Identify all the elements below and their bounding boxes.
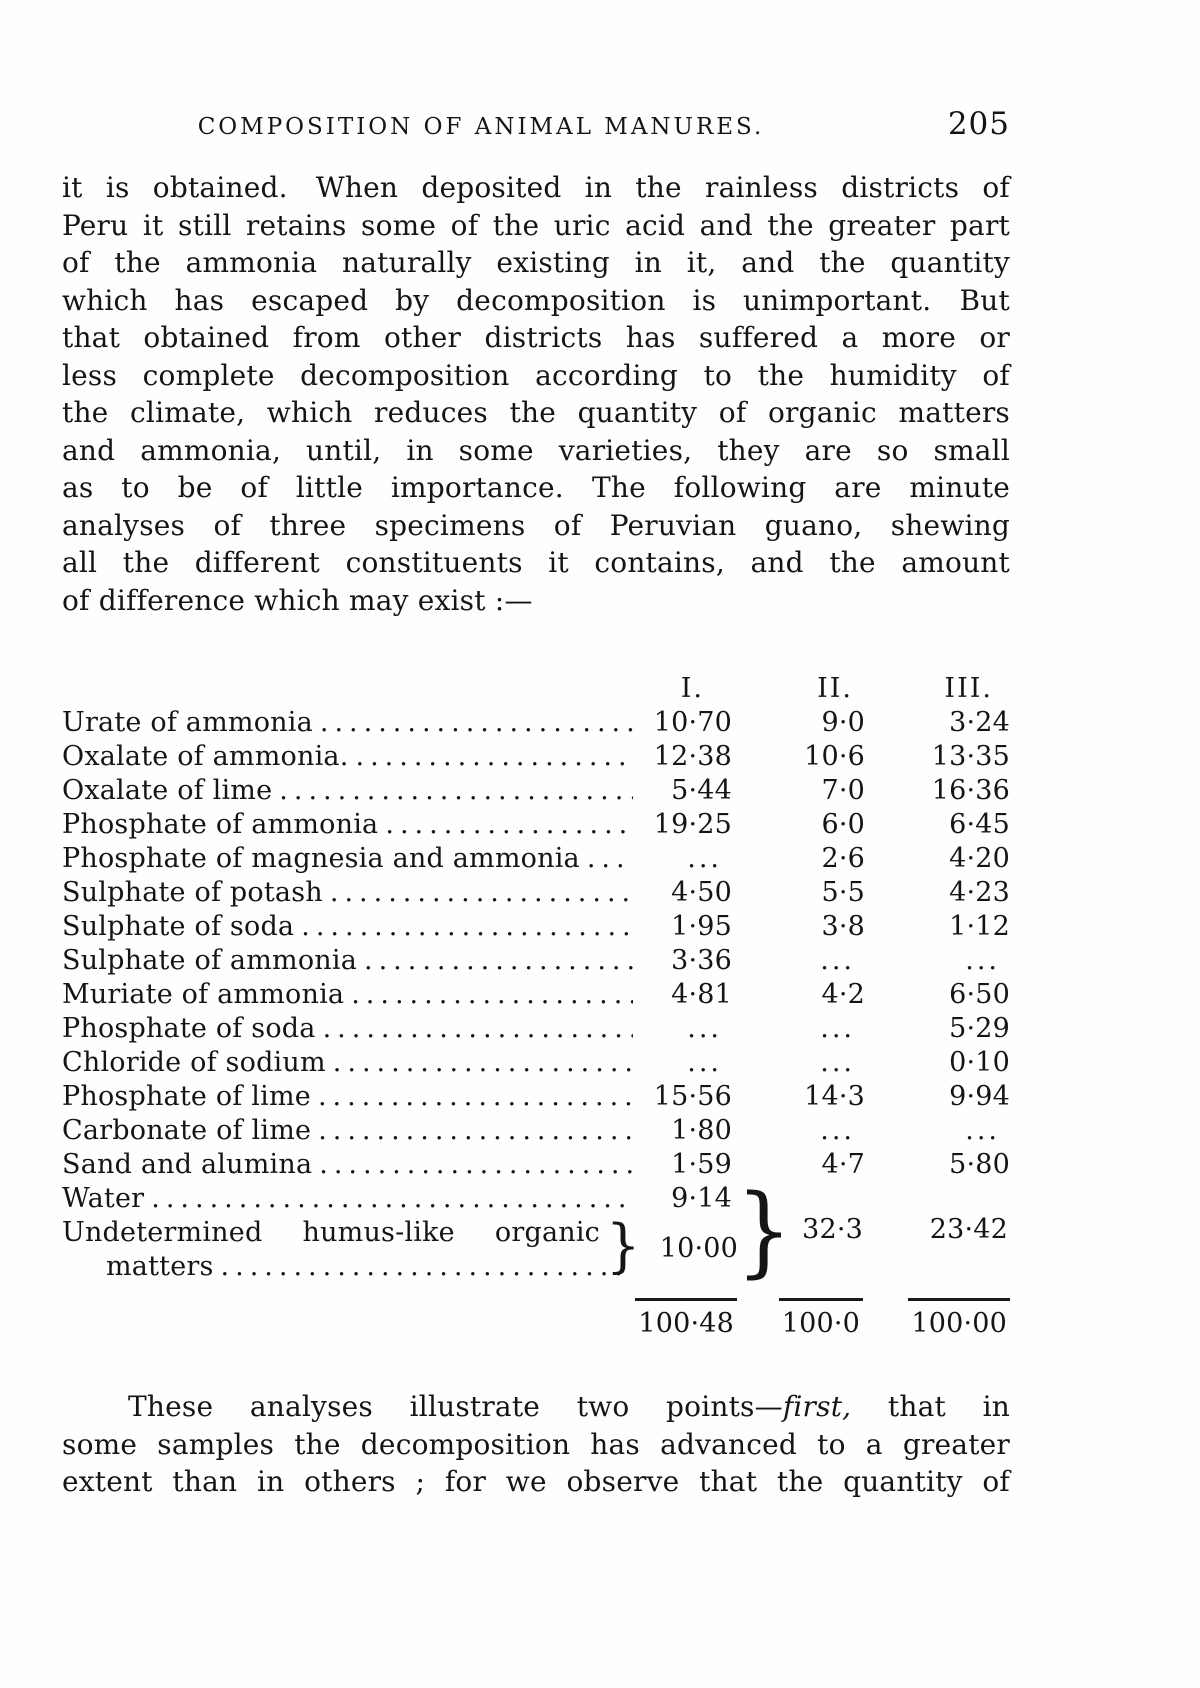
value-cell: 5·80 <box>949 1149 1010 1180</box>
value-cell: 3·24 <box>949 707 1010 738</box>
brace-group <box>62 1172 1010 1289</box>
value-cell: 32·3 <box>802 1214 863 1245</box>
value-cell: 5·5 <box>821 877 865 908</box>
totals-row <box>62 1298 1010 1350</box>
row-label: Sand and alumina <box>62 1149 313 1180</box>
value-cell: ... <box>687 1047 722 1078</box>
table-row <box>62 1046 1010 1080</box>
value-cell: 23·42 <box>929 1214 1008 1245</box>
italic-word: first, <box>782 1390 852 1423</box>
value-cell: 5·44 <box>671 775 732 806</box>
table-row <box>62 1114 1010 1148</box>
row-label: Phosphate of ammonia <box>62 809 379 840</box>
value-cell: ... <box>965 1115 1000 1146</box>
value-cell: 10·00 <box>659 1233 738 1264</box>
opening-paragraph <box>62 169 1010 619</box>
value-cell: 2·6 <box>821 843 865 874</box>
value-cell: 10·6 <box>804 741 865 772</box>
value-cell: 4·81 <box>671 979 732 1010</box>
value-cell: 9·0 <box>821 707 865 738</box>
text-line: which has escaped by decomposition is unimportant. But <box>62 283 1010 317</box>
dot-leader <box>330 876 633 910</box>
value-cell: ... <box>687 1013 722 1044</box>
table-row <box>62 706 1010 740</box>
dot-leader <box>279 774 633 808</box>
value-cell: 10·70 <box>653 707 732 738</box>
value-cell: 9·94 <box>949 1081 1010 1112</box>
value-cell: 6·0 <box>821 809 865 840</box>
table-row <box>62 1080 1010 1114</box>
dot-leader <box>323 1012 633 1046</box>
value-cell: 1·95 <box>671 911 732 942</box>
dot-leader <box>333 1046 633 1080</box>
row-label: Water <box>62 1183 145 1214</box>
total-iii <box>908 1298 1010 1341</box>
row-label: Carbonate of lime <box>62 1115 312 1146</box>
value-cell: 7·0 <box>821 775 865 806</box>
text-line: less complete decomposition according to the humidity of <box>62 358 1010 392</box>
table-rows <box>62 706 1010 1182</box>
table-row <box>62 774 1010 808</box>
value-cell: 4·2 <box>821 979 865 1010</box>
text-line: and ammonia, until, in some varieties, they are so small <box>62 433 1010 467</box>
table-row-undetermined-line2 <box>62 1250 624 1284</box>
column-header-i: I. <box>680 673 704 704</box>
dot-leader <box>319 1148 633 1182</box>
page-title: COMPOSITION OF ANIMAL MANURES. <box>197 114 765 140</box>
text-line: the climate, which reduces the quantity of organic matters <box>62 396 1010 429</box>
text-line: it is obtained. When deposited in the rainless districts of <box>62 171 1010 204</box>
dot-leader <box>587 842 633 876</box>
value-cell: 13·35 <box>931 741 1010 772</box>
table-row-water <box>62 1182 1010 1216</box>
value-cell: 1·12 <box>949 911 1010 942</box>
dot-leader <box>385 808 633 842</box>
table-row <box>62 910 1010 944</box>
text-line: Peru it still retains some of the uric acid and the greater part <box>62 208 1010 242</box>
value-cell: 6·50 <box>949 979 1010 1010</box>
row-label: Sulphate of soda <box>62 911 295 942</box>
table-row <box>62 978 1010 1012</box>
dot-leader <box>318 1114 633 1148</box>
row-label: Sulphate of ammonia <box>62 945 358 976</box>
dot-leader <box>301 910 633 944</box>
value-cell: ... <box>820 1047 855 1078</box>
table-header-row <box>62 672 1010 706</box>
value-cell: ... <box>820 1013 855 1044</box>
text-segment: that in <box>851 1390 1010 1423</box>
value-cell: 0·10 <box>949 1047 1010 1078</box>
value-cell: 5·29 <box>949 1013 1010 1044</box>
text-line: as to be of little importance. The following are minute <box>62 471 1010 504</box>
total-value: 100·48 <box>635 1298 737 1341</box>
text-segment: These analyses illustrate two points— <box>128 1390 783 1423</box>
total-i <box>635 1298 737 1341</box>
value-cell: 16·36 <box>931 775 1010 806</box>
dot-leader <box>351 978 633 1012</box>
table-row <box>62 808 1010 842</box>
row-label: Muriate of ammonia <box>62 979 345 1010</box>
value-cell: ... <box>687 843 722 874</box>
text-line: extent than in others ; for we observe that the quantity of <box>62 1465 1010 1498</box>
value-cell: ... <box>820 1115 855 1146</box>
row-label: Urate of ammonia <box>62 707 313 738</box>
row-label: Phosphate of soda <box>62 1013 316 1044</box>
text-line: of difference which may exist :— <box>62 583 533 617</box>
value-cell: 9·14 <box>671 1183 732 1214</box>
row-label: matters <box>106 1251 214 1282</box>
dot-leader <box>356 740 634 774</box>
total-value: 100·00 <box>908 1298 1010 1341</box>
value-cell: 3·8 <box>821 911 865 942</box>
text-line: that obtained from other districts has suffered a more or <box>62 321 1010 354</box>
table-row <box>62 842 1010 876</box>
text-line <box>62 1388 1010 1426</box>
value-cell: 6·45 <box>949 809 1010 840</box>
value-cell: ... <box>965 945 1000 976</box>
large-brace-icon: } <box>736 1172 793 1289</box>
row-label: Oxalate of ammonia. <box>62 741 349 772</box>
column-header-iii: III. <box>944 673 993 704</box>
analysis-table <box>62 672 1010 1350</box>
table-row <box>62 1148 1010 1182</box>
total-ii <box>779 1298 863 1341</box>
row-label: Chloride of sodium <box>62 1047 326 1078</box>
dot-leader <box>320 706 633 740</box>
total-value: 100·0 <box>779 1298 863 1341</box>
dot-leader <box>221 1250 620 1284</box>
value-cell: 14·3 <box>804 1081 865 1112</box>
value-cell: 12·38 <box>653 741 732 772</box>
text-line: of the ammonia naturally existing in it, and the quantity <box>62 246 1010 279</box>
row-label: Phosphate of lime <box>62 1081 311 1112</box>
table-row <box>62 944 1010 978</box>
column-header-ii: II. <box>817 673 853 704</box>
value-cell: 3·36 <box>671 945 732 976</box>
table-row <box>62 740 1010 774</box>
table-row <box>62 876 1010 910</box>
value-cell: 4·7 <box>821 1149 865 1180</box>
row-label: Sulphate of potash <box>62 877 323 908</box>
dot-leader <box>364 944 633 978</box>
page-number: 205 <box>947 106 1010 142</box>
table-row-undetermined-line1 <box>62 1216 1010 1250</box>
dot-leader <box>318 1080 633 1114</box>
row-label: Phosphate of magnesia and ammonia <box>62 843 580 874</box>
value-cell: 4·50 <box>671 877 732 908</box>
small-brace-icon: } <box>606 1211 641 1280</box>
text-line: some samples the decomposition has advanced to a greater <box>62 1427 1010 1461</box>
value-cell: 4·23 <box>949 877 1010 908</box>
table-row <box>62 1012 1010 1046</box>
dot-leader <box>151 1182 633 1216</box>
text-line: all the different constituents it contains, and the amount <box>62 546 1010 579</box>
closing-paragraph <box>62 1388 1010 1501</box>
value-cell: 19·25 <box>653 809 732 840</box>
value-cell: 1·80 <box>671 1115 732 1146</box>
value-cell: ... <box>820 945 855 976</box>
text-line: analyses of three specimens of Peruvian guano, shewing <box>62 508 1010 542</box>
row-label: Oxalate of lime <box>62 775 273 806</box>
value-cell: 15·56 <box>653 1081 732 1112</box>
running-head <box>62 106 1010 150</box>
row-label: Undetermined humus-like organic <box>62 1217 600 1248</box>
value-cell: 4·20 <box>949 843 1010 874</box>
value-cell: 1·59 <box>671 1149 732 1180</box>
